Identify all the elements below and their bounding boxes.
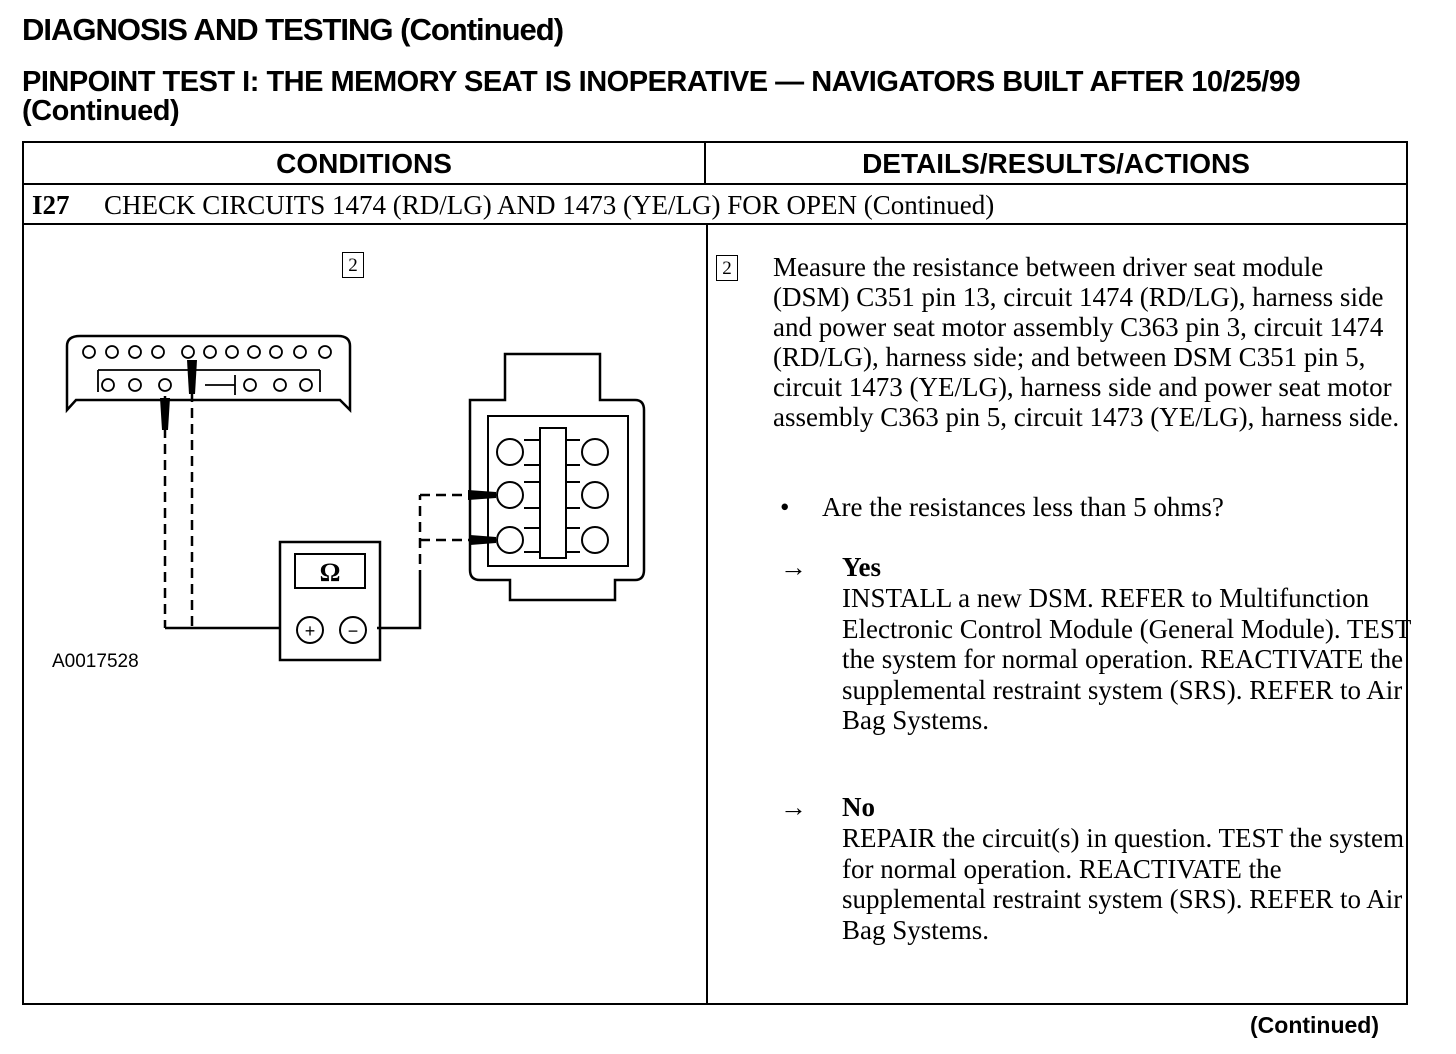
meter-plus-terminal: + [304,621,316,641]
no-action: REPAIR the circuit(s) in question. TEST the system for normal operation. REACTIVATE the supplemental restraint system (SRS). REFER to Air Bag Systems. [842,823,1404,945]
details-column-header: DETAILS/RESULTS/ACTIONS [706,143,1406,185]
step-title: CHECK CIRCUITS 1474 (RD/LG) AND 1473 (YE/LG) FOR OPEN (Continued) [104,190,995,220]
page-title: DIAGNOSIS AND TESTING (Continued) [22,12,564,47]
question-text: Are the resistances less than 5 ohms? [822,492,1224,522]
details-step-marker: 2 [716,255,738,281]
yes-action: INSTALL a new DSM. REFER to Multifunction Electronic Control Module (General Module). TEST the system for normal operation. REACTIVATE the supplemental restraint system (SRS). REFER to Air Bag Systems. [842,583,1411,735]
step-row [24,185,1406,225]
instruction-text: Measure the resistance between driver seat module (DSM) C351 pin 13, circuit 1474 (RD/LG), harness side and power seat motor assembly C363 pin 3, circuit 1474 (RD/LG), harness side; and between DSM C351 pin 5, circuit 1473 (YE/LG), harness side and power seat motor assembly C363 pin 5, circuit 1473 (YE/LG), harness side. [773,252,1400,432]
conditions-column-header: CONDITIONS [24,143,706,185]
column-divider [706,225,708,1005]
no-label: No [842,792,875,822]
question-bullet: • [780,492,790,522]
yes-arrow-icon: → [780,552,807,582]
meter-minus-terminal: − [347,621,359,641]
yes-label: Yes [842,552,881,582]
wiring-diagram [40,330,680,641]
motor-connector-c363 [470,354,644,600]
pinpoint-test-title: PINPOINT TEST I: THE MEMORY SEAT IS INOPERATIVE — NAVIGATORS BUILT AFTER 10/25/99 (Continued) [22,66,1301,127]
step-number: I27 [32,190,70,220]
ohm-symbol: Ω [319,558,341,587]
no-arrow-icon: → [780,792,807,822]
conditions-step-marker: 2 [342,252,364,278]
figure-id: A0017528 [52,651,139,672]
continued-footer: (Continued) [1250,1012,1380,1038]
